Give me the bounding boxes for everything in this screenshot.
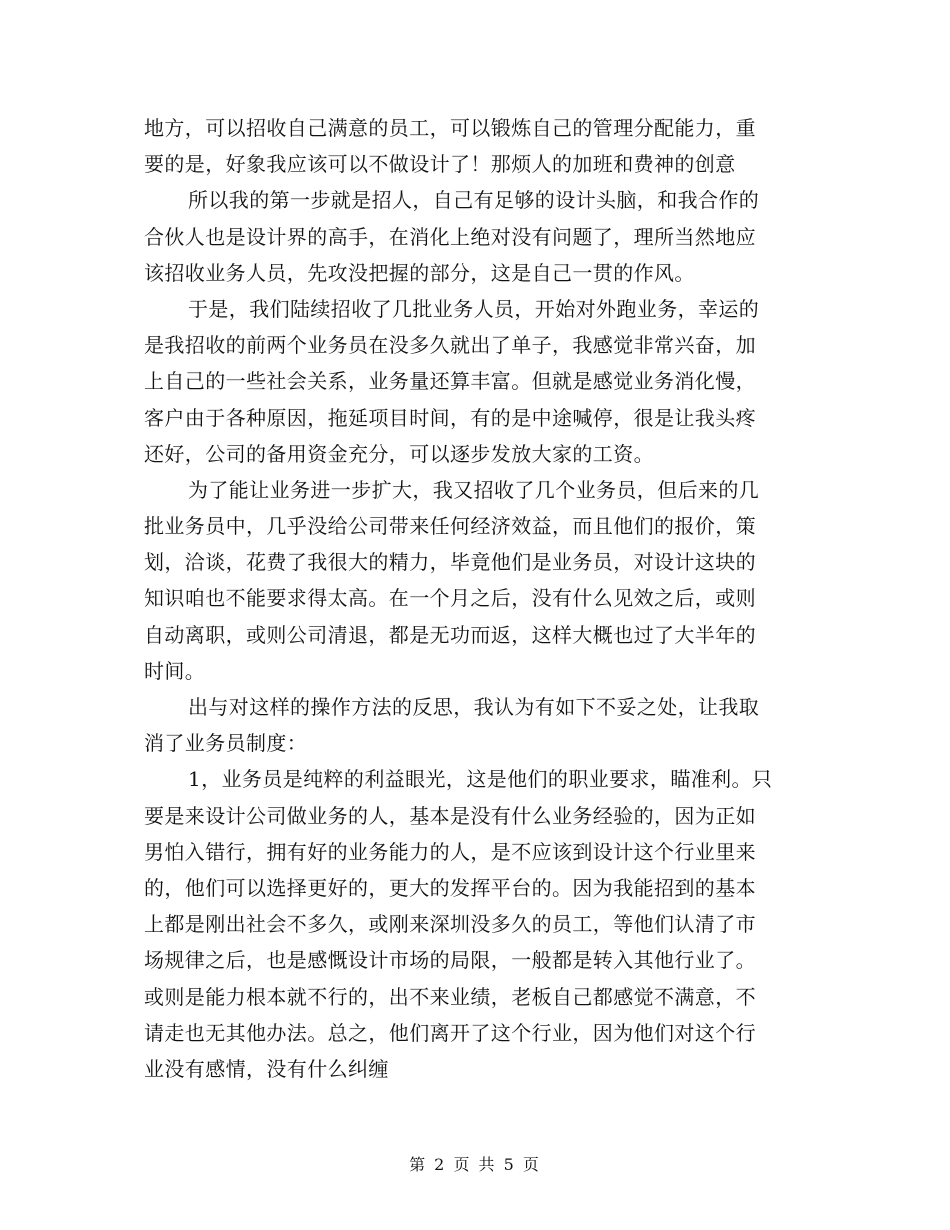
text-line: 知识咱也不能要求得太高。在一个月之后，没有什么见效之后，或则 xyxy=(144,586,756,611)
text-line: 要是来设计公司做业务的人，基本是没有什么业务经验的，因为正如 xyxy=(144,803,756,828)
paragraph-start-line: 出与对这样的操作方法的反思，我认为有如下不妥之处，让我取 xyxy=(188,695,760,719)
text-line: 还好，公司的备用资金充分，可以逐步发放大家的工资。 xyxy=(144,441,654,466)
document-body xyxy=(144,110,804,1087)
text-line: 是我招收的前两个业务员在没多久就出了单子，我感觉非常兴奋，加 xyxy=(144,333,756,358)
text-line: 请走也无其他办法。总之，他们离开了这个行业，因为他们对这个行 xyxy=(144,1020,756,1045)
text-line: 该招收业务人员，先攻没把握的部分，这是自己一贯的作风。 xyxy=(144,260,695,285)
text-line: 时间。 xyxy=(144,658,206,683)
text-line: 男怕入错行，拥有好的业务能力的人，是不应该到设计这个行业里来 xyxy=(144,839,756,864)
paragraph-start-line: 为了能让业务进一步扩大，我又招收了几个业务员，但后来的几 xyxy=(188,477,760,502)
page-footer: 第 2 页 共 5 页 xyxy=(409,1155,541,1174)
text-line: 场规律之后，也是感慨设计市场的局限，一般都是转入其他行业了。 xyxy=(144,948,756,973)
paragraph-start-line: 所以我的第一步就是招人，自己有足够的设计头脑，和我合作的 xyxy=(188,188,760,213)
text-line: 自动离职，或则公司清退，都是无功而返，这样大概也过了大半年的 xyxy=(144,622,756,647)
text-line: 划，洽谈，花费了我很大的精力，毕竟他们是业务员，对设计这块的 xyxy=(144,550,756,575)
text-line: 批业务员中，几乎没给公司带来任何经济效益，而且他们的报价，策 xyxy=(144,514,756,539)
text-line: 业没有感情，没有什么纠缠 xyxy=(144,1056,389,1081)
text-line: 上都是刚出社会不多久，或刚来深圳没多久的员工，等他们认清了市 xyxy=(144,912,756,937)
text-line: 要的是，好象我应该可以不做设计了！那烦人的加班和费神的创意 xyxy=(144,152,736,177)
text-line: 合伙人也是设计界的高手，在消化上绝对没有问题了，理所当然地应 xyxy=(144,224,756,249)
text-line: 的，他们可以选择更好的，更大的发挥平台的。因为我能招到的基本 xyxy=(144,875,756,900)
paragraph-start-line: 1，业务员是纯粹的利益眼光，这是他们的职业要求，瞄准利。只 xyxy=(188,767,773,792)
text-line: 上自己的一些社会关系，业务量还算丰富。但就是感觉业务消化慢， xyxy=(144,369,756,394)
text-line: 地方，可以招收自己满意的员工，可以锻炼自己的管理分配能力，重 xyxy=(144,116,756,140)
text-line: 或则是能力根本就不行的，出不来业绩，老板自己都感觉不满意，不 xyxy=(144,984,756,1009)
text-line: 客户由于各种原因，拖延项目时间，有的是中途喊停，很是让我头疼 xyxy=(144,405,756,430)
paragraph-start-line: 于是，我们陆续招收了几批业务人员，开始对外跑业务，幸运的 xyxy=(188,296,760,321)
text-line: 消了业务员制度： xyxy=(144,731,308,756)
